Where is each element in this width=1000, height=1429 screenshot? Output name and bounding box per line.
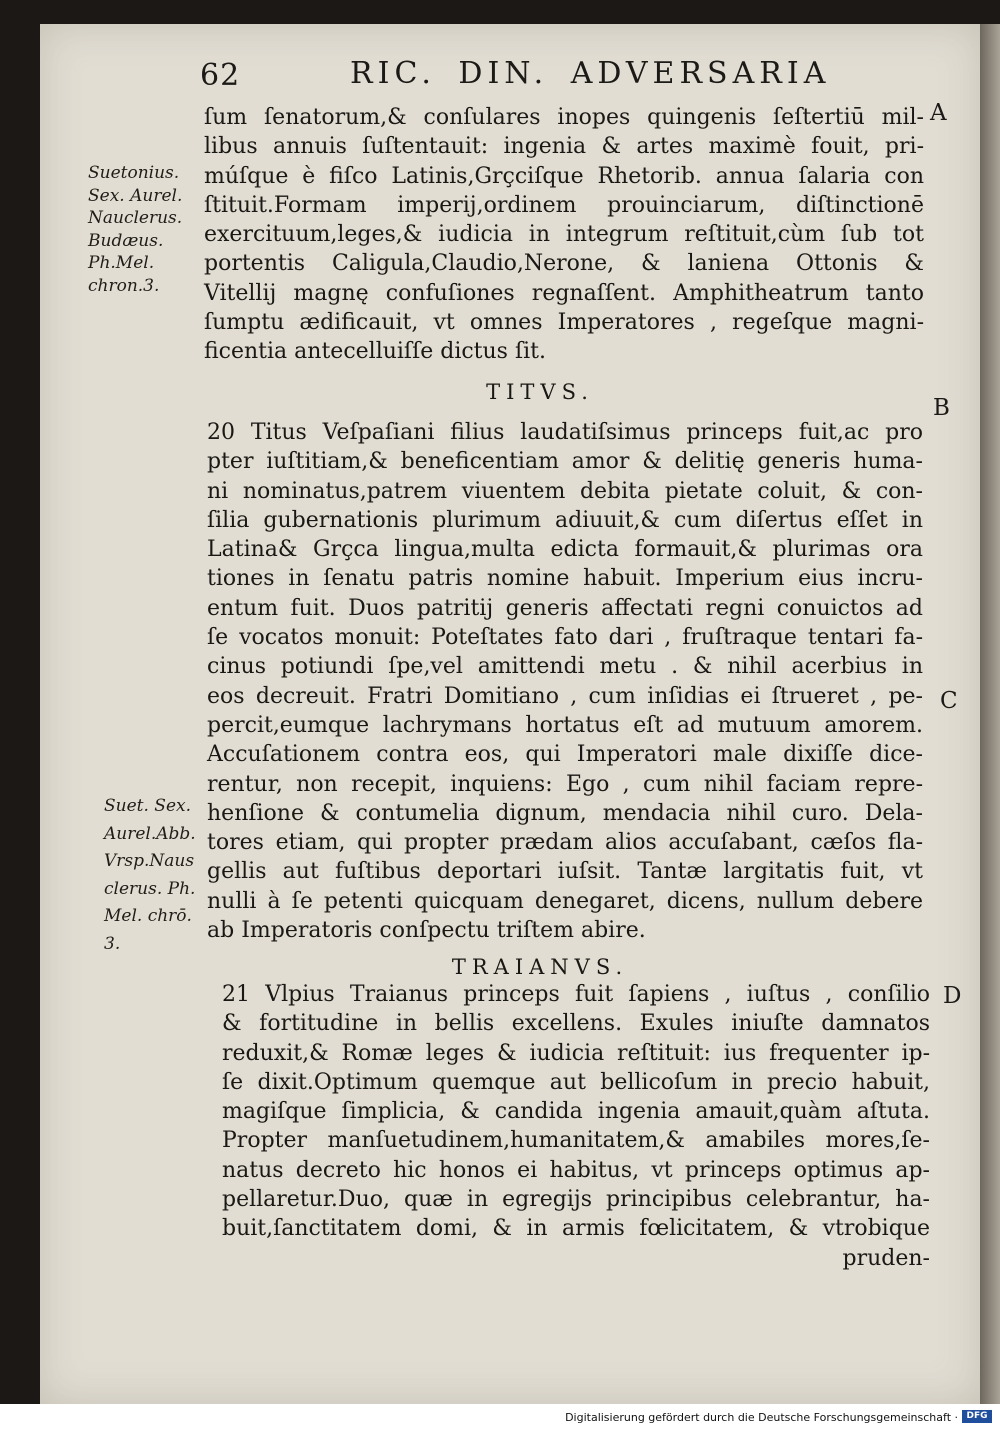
text-line: gellis aut fuſtibus deportari iuſsit. Tantæ largitatis fuit, vt bbox=[207, 859, 923, 885]
margin-note-line: Suet. Sex. bbox=[104, 796, 191, 816]
text-line: tiones in ſenatu patris nomine habuit. Imperium eius incru- bbox=[207, 566, 923, 592]
text-line: rentur, non recepit, inquiens: Ego , cum nihil faciam repre- bbox=[207, 771, 923, 797]
text-line: cinus potiundi ſpe,vel amittendi metu . & nihil acerbius in bbox=[207, 654, 923, 680]
margin-note-1 bbox=[88, 162, 182, 297]
text-line: henſione & contumelia dignum, mendacia nihil curo. Dela- bbox=[207, 800, 923, 826]
text-line: pellaretur.Duo, quæ in egregijs principibus celebrantur, ha- bbox=[222, 1187, 930, 1213]
text-line: & fortitudine in bellis excellens. Exules iniuſte damnatos bbox=[222, 1011, 930, 1037]
text-line: Vitellij magnę confuſiones regnaſſent. Amphitheatrum tanto bbox=[204, 280, 924, 306]
text-line: ſumptu ædificauit, vt omnes Imperatores , regeſque magni- bbox=[204, 310, 924, 336]
margin-note-line: Nauclerus. bbox=[88, 208, 183, 228]
margin-note-line: Sex. Aurel. bbox=[88, 185, 183, 206]
margin-note-line: 3. bbox=[104, 933, 121, 954]
text-block-vespasian bbox=[204, 103, 924, 367]
text-block-titus bbox=[207, 418, 923, 945]
page-number: 62 bbox=[200, 58, 241, 93]
text-line: portentis Caligula,Claudio,Nerone, & laniena Ottonis & bbox=[204, 251, 924, 277]
text-line: percit,eumque lachrymans hortatus eſt ad mutuum amorem. bbox=[207, 712, 923, 738]
text-line: Propter manſuetudinem,humanitatem,& amabiles mores,ſe- bbox=[222, 1128, 930, 1154]
margin-note-line: chron.3. bbox=[88, 275, 160, 296]
text-line: nulli à ſe petenti quicquam denegaret, dicens, nullum debere bbox=[207, 888, 923, 914]
page-edge-shadow bbox=[980, 24, 1000, 1404]
text-line: Accuſationem contra eos, qui Imperatori male dixiſſe dice- bbox=[207, 742, 923, 768]
running-title: RIC. DIN. ADVERSARIA bbox=[350, 56, 831, 91]
text-line: ni nominatus,patrem viuentem debita pietate coluit, & con- bbox=[207, 478, 923, 504]
margin-note-line: Budæus. bbox=[88, 230, 164, 251]
text-line: entum fuit. Duos patritij generis affectati regni conuictos ad bbox=[207, 595, 923, 621]
margin-note-line: Aurel.Abb. bbox=[104, 823, 196, 844]
text-line: ſe vocatos monuit: Poteſtates fato dari , fruſtraque tentari fa- bbox=[207, 625, 923, 651]
catchword: pruden- bbox=[842, 1245, 930, 1271]
section-letter-b: B bbox=[933, 395, 950, 421]
text-line: eos decreuit. Fratri Domitiano , cum inſidias ei ſtrueret , pe- bbox=[207, 683, 923, 709]
margin-note-line: Ph.Mel. bbox=[88, 253, 155, 273]
margin-note-line: clerus. Ph. bbox=[104, 878, 196, 899]
section-heading-titus: TITVS. bbox=[486, 380, 594, 404]
text-line: natus decreto hic honos ei habitus, vt princeps optimus ap- bbox=[222, 1157, 930, 1183]
text-line: buit,ſanctitatem domi, & in armis fœlicitatem, & vtrobique bbox=[222, 1216, 930, 1242]
text-line: magiſque ſimplicia, & candida ingenia amauit,quàm aſtuta. bbox=[222, 1099, 930, 1125]
text-line: reduxit,& Romæ leges & iudicia reſtituit: ius frequenter ip- bbox=[222, 1040, 930, 1066]
text-line: múſque è fiſco Latinis,Grçciſque Rhetorib. annua ſalaria con bbox=[204, 163, 924, 189]
text-line: 20 Titus Veſpaſiani filius laudatiſsimus princeps fuit,ac pro bbox=[207, 420, 923, 445]
section-letter-c: C bbox=[940, 688, 958, 714]
text-line: ſe dixit.Optimum quemque aut bellicoſum in precio habuit, bbox=[222, 1069, 930, 1095]
text-line: ſilia gubernationis plurimum adiuuit,& cum diſertus eſſet in bbox=[207, 507, 923, 533]
text-line: pter iuſtitiam,& beneficentiam amor & delitię generis huma- bbox=[207, 449, 923, 475]
text-line: tores etiam, qui propter prædam alios accuſabant, cæſos fla- bbox=[207, 830, 923, 856]
footer-credit: Digitalisierung gefördert durch die Deutsche Forschungsgemeinschaft · bbox=[565, 1411, 958, 1424]
margin-note-line: Mel. chrō. bbox=[104, 906, 192, 926]
section-letter-a: A bbox=[930, 100, 947, 126]
text-line: ſtituit.Formam imperij,ordinem prouinciarum, diſtinctionē bbox=[204, 192, 924, 218]
text-line: ab Imperatoris conſpectu triſtem abire. bbox=[207, 918, 646, 944]
text-line: libus annuis ſuſtentauit: ingenia & artes maximè fouit, pri- bbox=[204, 134, 924, 160]
margin-note-line: Vrsp.Naus bbox=[104, 851, 195, 871]
margin-note-line: Suetonius. bbox=[88, 163, 180, 183]
section-heading-traianus: TRAIANVS. bbox=[451, 955, 629, 979]
footer-bar bbox=[0, 1404, 1000, 1429]
text-line: ſum ſenatorum,& conſulares inopes quingenis ſeſtertiū mil- bbox=[204, 105, 924, 130]
text-line: 21 Vlpius Traianus princeps fuit ſapiens , iuſtus , conſilio bbox=[222, 982, 930, 1007]
text-block-traianus bbox=[222, 980, 930, 1273]
margin-note-2 bbox=[104, 793, 196, 958]
text-line: ficentia antecelluiſſe dictus ſit. bbox=[204, 339, 546, 365]
section-letter-d: D bbox=[943, 983, 962, 1009]
text-line: Latina& Grçca lingua,multa edicta formauit,& plurimas ora bbox=[207, 537, 923, 563]
running-header bbox=[200, 58, 840, 98]
dfg-logo: DFG bbox=[962, 1410, 992, 1423]
text-line: exercituum,leges,& iudicia in integrum reſtituit,cùm ſub tot bbox=[204, 222, 924, 248]
